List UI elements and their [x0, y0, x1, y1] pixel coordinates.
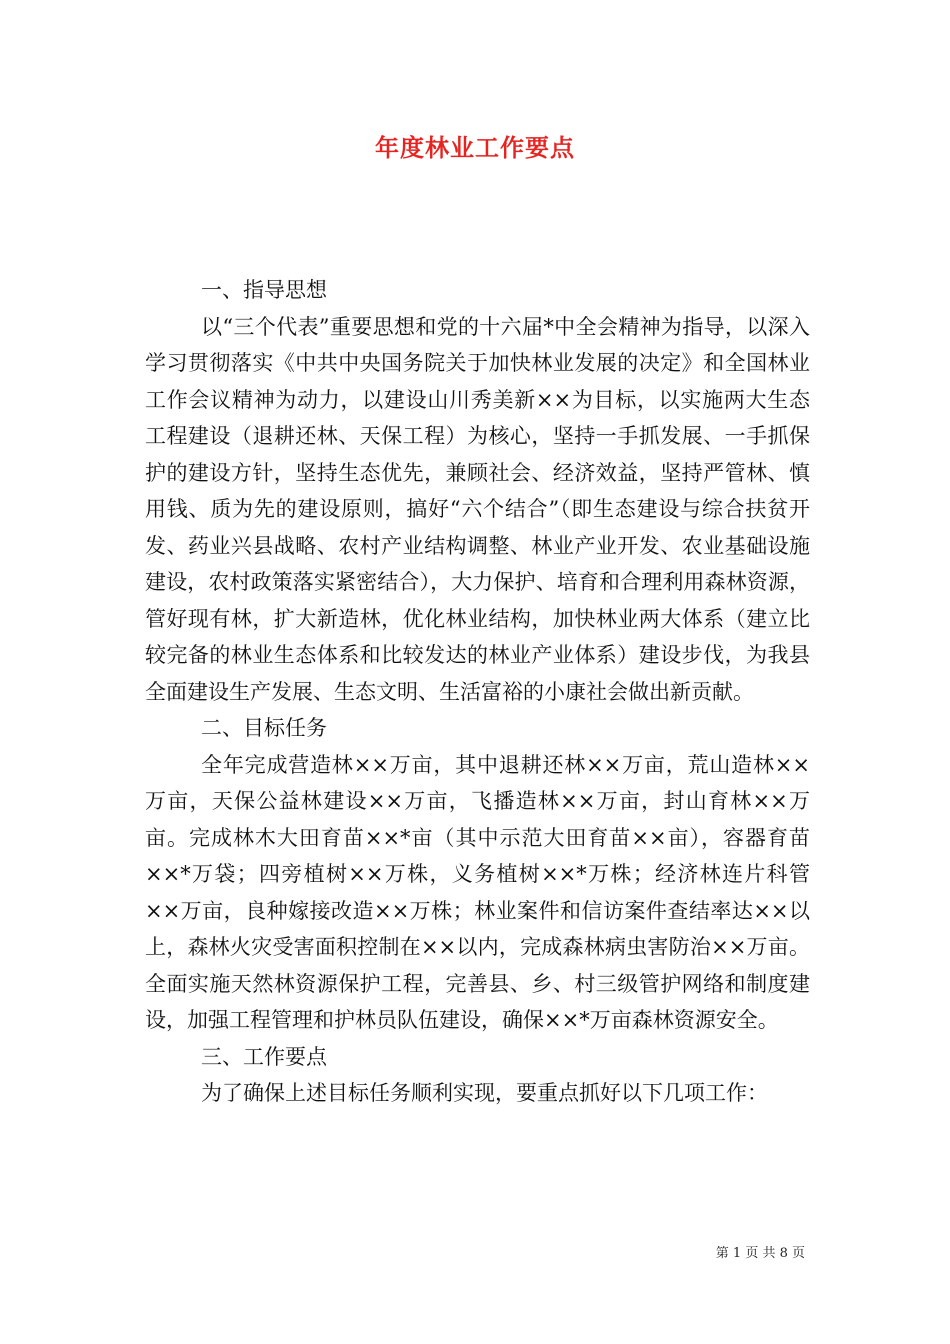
section-heading-goals-tasks: 二、目标任务 [201, 716, 327, 740]
section-paragraph-guiding-ideology: 以“三个代表”重要思想和党的十六届*中全会精神为指导，以深入学习贯彻落实《中共中央国务院关于加快林业发展的决定》和全国林业工作会议精神为动力，以建设山川秀美新××为目标，以实施两大生态工程建设（退耕还林、天保工程）为核心，坚持一手抓发展、一手抓保护的建设方针，坚持生态优先，兼顾社会、经济效益，坚持严管林、慎用钱、质为先的建设原则，搞好“六个结合”（即生态建设与综合扶贫开发、药业兴县战略、农村产业结构调整、林业产业开发、农业基础设施建设，农村政策落实紧密结合），大力保护、培育和合理利用森林资源，管好现有林，扩大新造林，优化林业结构，加快林业两大体系（建立比较完备的林业生态体系和比较发达的林业产业体系）建设步伐，为我县全面建设生产发展、生态文明、生活富裕的小康社会做出新贡献。 [145, 314, 810, 704]
document-body [145, 272, 810, 1112]
section-paragraph-work-points: 为了确保上述目标任务顺利实现，要重点抓好以下几项工作： [201, 1081, 768, 1105]
section-heading-work-points: 三、工作要点 [201, 1044, 327, 1069]
section-heading-guiding-ideology: 一、指导思想 [201, 278, 327, 302]
page-number-footer: 第 1 页 共 8 页 [715, 1246, 805, 1261]
document-title: 年度林业工作要点 [375, 133, 575, 162]
section-paragraph-goals-tasks: 全年完成营造林××万亩，其中退耕还林××万亩，荒山造林××万亩，天保公益林建设××万亩，飞播造林××万亩，封山育林××万亩。完成林木大田育苗××*亩（其中示范大田育苗××亩），容器育苗××*万袋；四旁植树××万株，义务植树××*万株；经济林连片科管××万亩，良种嫁接改造××万株；林业案件和信访案件查结率达××以上，森林火灾受害面积控制在××以内，完成森林病虫害防治××万亩。全面实施天然林资源保护工程，完善县、乡、村三级管护网络和制度建设，加强工程管理和护林员队伍建设，确保××*万亩森林资源安全。 [145, 752, 810, 1032]
